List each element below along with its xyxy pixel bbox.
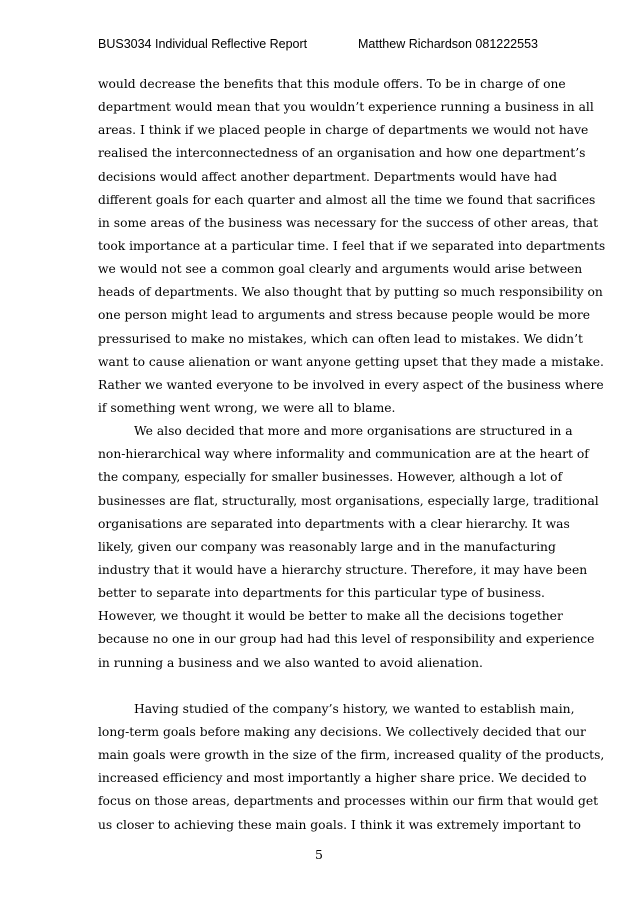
text-line: in some areas of the business was necessary for the success of other areas, that [98,215,599,230]
text-line: focus on those areas, departments and processes within our firm that would get [98,794,599,809]
text-line: non-hierarchical way where informality and communication are at the heart of [98,447,589,462]
text-line: likely, given our company was reasonably large and in the manufacturing [98,539,556,554]
report-body [98,73,606,837]
text-line: department would mean that you wouldn’t experience running a business in all [98,100,594,115]
text-line: pressurised to make no mistakes, which can often lead to mistakes. We didn’t [98,331,583,346]
page-number: 5 [315,847,323,862]
text-line: one person might lead to arguments and stress because people would be more [98,308,591,323]
paragraph-structure [98,420,599,675]
text-line: want to cause alienation or want anyone getting upset that they made a mistake. [98,354,604,369]
text-line: decisions would affect another department. Departments would have had [98,169,558,184]
text-line: different goals for each quarter and almost all the time we found that sacrifices [98,192,596,207]
paragraph-gap [98,675,542,698]
text-line: realised the interconnectedness of an organisation and how one department’s [98,146,586,161]
header-author: Matthew Richardson 081222553 [358,37,538,51]
text-line: main goals were growth in the size of the firm, increased quality of the products, [98,748,605,763]
text-line: We also decided that more and more organisations are structured in a [134,424,573,439]
text-line: heads of departments. We also thought that by putting so much responsibility on [98,285,603,300]
text-line: However, we thought it would be better to make all the decisions together [98,609,563,624]
header-course-title: BUS3034 Individual Reflective Report [98,37,308,51]
text-line: areas. I think if we placed people in charge of departments we would not have [98,123,589,138]
page-header [98,37,542,57]
paragraph-goals [98,698,605,837]
text-line: took importance at a particular time. I feel that if we separated into departments [98,238,606,253]
paragraph-continued [98,73,606,420]
text-line: if something went wrong, we were all to blame. [98,400,396,415]
text-line: us closer to achieving these main goals. I think it was extremely important to [98,817,581,832]
text-line: in running a business and we also wanted to avoid alienation. [98,655,483,670]
text-line: industry that it would have a hierarchy structure. Therefore, it may have been [98,562,588,577]
text-line: because no one in our group had had this level of responsibility and experience [98,632,595,647]
text-line: increased efficiency and most importantly a higher share price. We decided to [98,771,587,786]
text-line: businesses are flat, structurally, most organisations, especially large, traditional [98,493,599,508]
text-line: we would not see a common goal clearly and arguments would arise between [98,262,583,277]
text-line: Having studied of the company’s history, we wanted to establish main, [134,701,575,716]
text-line: would decrease the benefits that this module offers. To be in charge of one [98,77,566,91]
text-line: better to separate into departments for this particular type of business. [98,586,545,601]
text-line: organisations are separated into departments with a clear hierarchy. It was [98,516,570,531]
text-line: Rather we wanted everyone to be involved in every aspect of the business where [98,377,604,392]
text-line: long-term goals before making any decisions. We collectively decided that our [98,724,586,739]
text-line: the company, especially for smaller businesses. However, although a lot of [98,470,563,485]
